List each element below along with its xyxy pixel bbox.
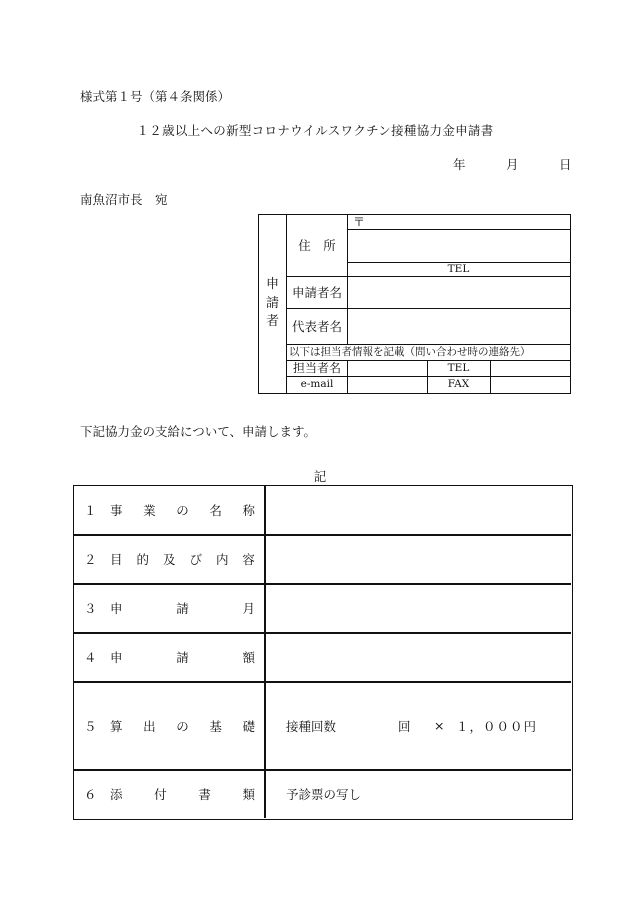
row-label-char: の: [176, 503, 189, 518]
addressee: 南魚沼市長 宛: [80, 192, 168, 207]
side-char: 申: [265, 276, 279, 292]
row-label-char: 及: [162, 552, 176, 567]
address-tel-label: TEL: [447, 262, 470, 275]
row-label-char: 算: [110, 718, 123, 734]
table-row: [74, 633, 265, 681]
row-label-char: 額: [242, 650, 255, 665]
details-table: [73, 485, 573, 820]
row-label-char: 称: [242, 503, 255, 518]
row-label-char: 申: [110, 650, 123, 665]
row-label-char: の: [176, 718, 189, 734]
postal-mark: 〒: [353, 214, 366, 229]
row-label-char: 書: [198, 787, 211, 802]
unit-amount: １，０００円: [456, 718, 538, 734]
row-value-cell[interactable]: [266, 633, 572, 681]
attachments-cell[interactable]: 予診票の写し: [286, 787, 362, 802]
row-number: ２: [84, 552, 97, 567]
table-row: [74, 682, 265, 769]
row-label-char: 的: [136, 552, 149, 567]
table-row: [74, 486, 265, 534]
applicant-side-label: [259, 215, 286, 393]
row-label-char: 類: [242, 787, 255, 802]
calculation-basis-cell[interactable]: [266, 682, 572, 769]
row-label-char: 目: [110, 552, 123, 567]
application-statement: 下記協力金の支給について、申請します。: [80, 424, 317, 439]
row-label-char: 容: [242, 552, 255, 567]
row-label-char: 礎: [242, 718, 255, 734]
row-number: １: [84, 503, 97, 518]
row-number: ３: [84, 601, 97, 616]
side-char: 者: [265, 314, 279, 330]
row-label-char: 請: [176, 650, 189, 665]
row-number: ５: [84, 718, 97, 734]
row-value-cell[interactable]: [266, 584, 572, 632]
row-label-char: 月: [242, 601, 255, 616]
table-row: [74, 584, 265, 632]
contact-tel-label: TEL: [447, 361, 470, 374]
multiply-sign: ×: [434, 718, 445, 733]
row-label-char: 事: [110, 503, 123, 518]
date-month-label: 月: [506, 157, 519, 172]
row-label-char: 付: [154, 787, 167, 802]
row-label-char: 添: [110, 787, 123, 802]
date-year-label: 年: [453, 157, 466, 172]
count-unit: 回: [398, 718, 411, 734]
row-label-char: 基: [209, 718, 222, 734]
row-label-char: 請: [176, 601, 189, 616]
row-label-char: び: [189, 552, 202, 567]
address-label: 住 所: [298, 238, 336, 253]
document-title: １２歳以上への新型コロナウイルスワクチン接種協力金申請書: [136, 123, 494, 138]
table-row: [74, 535, 265, 583]
row-number: ６: [84, 787, 97, 802]
contact-name-label: 担当者名: [292, 360, 341, 375]
table-row: [74, 770, 265, 818]
vaccination-count-label: 接種回数: [286, 718, 337, 734]
row-label-char: 内: [215, 552, 229, 567]
row-label-char: 業: [143, 503, 156, 518]
ki-heading: 記: [313, 469, 327, 484]
representative-name-label: 代表者名: [291, 318, 342, 334]
form-number: 様式第１号（第４条関係）: [80, 89, 231, 104]
fax-label: FAX: [447, 378, 470, 391]
applicant-name-label: 申請者名: [291, 284, 342, 300]
row-label-char: 出: [143, 718, 156, 734]
row-label-char: 申: [110, 601, 123, 616]
date-day-label: 日: [559, 157, 572, 172]
side-char: 請: [265, 295, 279, 311]
email-label: e-mail: [300, 378, 334, 391]
row-value-cell[interactable]: [266, 486, 572, 534]
row-value-cell[interactable]: [266, 535, 572, 583]
row-label-char: 名: [209, 503, 222, 518]
contact-note: 以下は担当者情報を記載（問い合わせ時の連絡先）: [289, 345, 531, 358]
row-number: ４: [84, 650, 97, 665]
applicant-box: [258, 214, 571, 394]
